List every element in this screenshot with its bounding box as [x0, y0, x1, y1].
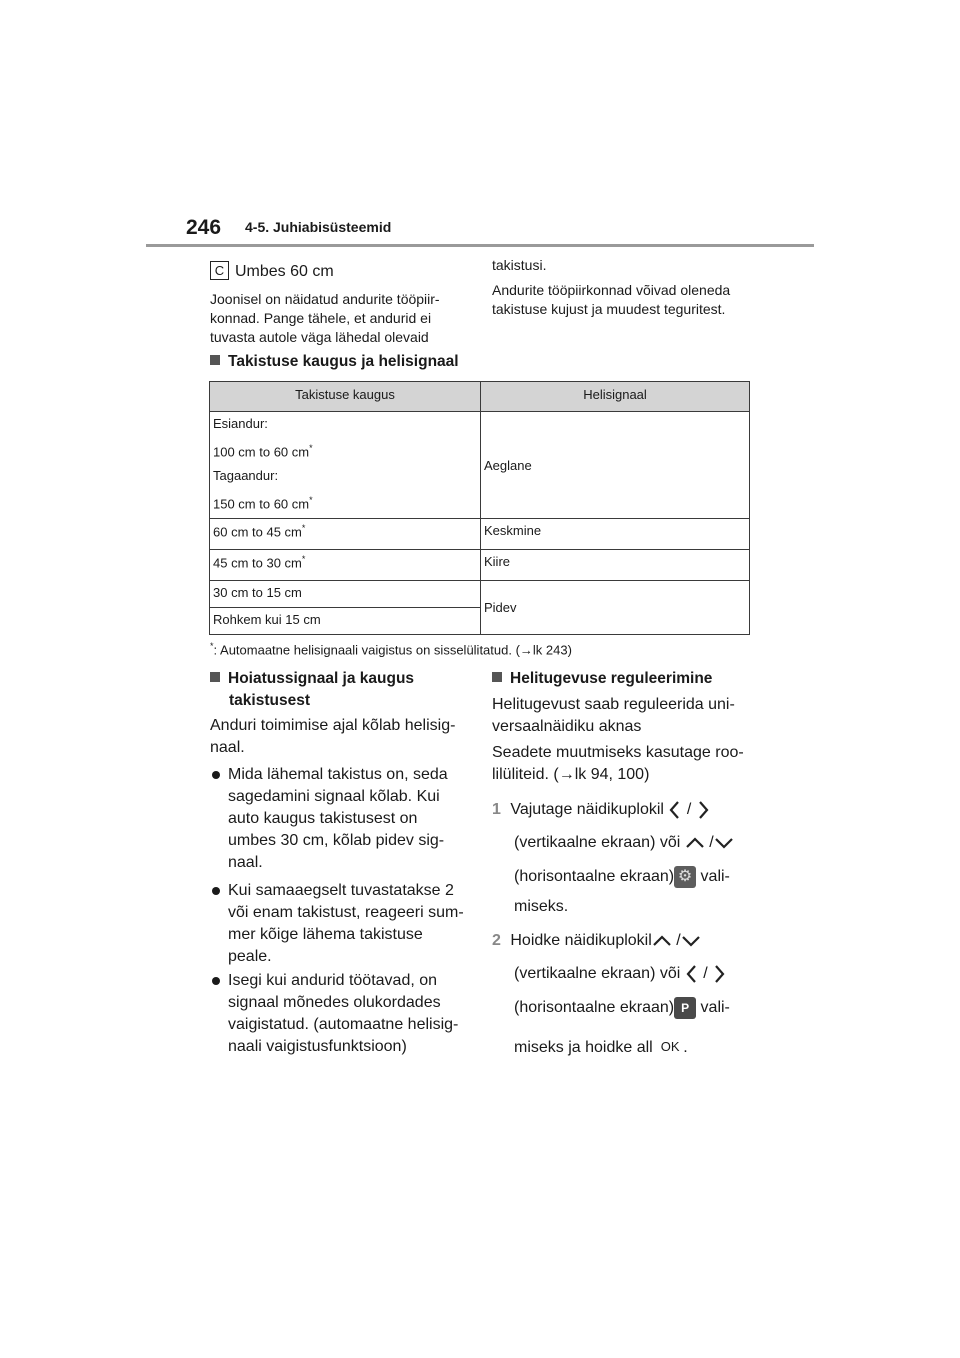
bullet-item: Kui samaaegselt tuvastatakse 2 või enam takistust, reageeri sum- mer kõige lähema takistuse peale. — [228, 882, 464, 965]
square-bullet-icon — [492, 672, 502, 682]
left-note — [210, 290, 440, 347]
note-line: Andurite tööpiirkonnad võivad oleneda — [492, 282, 731, 298]
step-2-line-1: 2 Hoidke näidikuplokil / — [492, 930, 701, 952]
section-title-text: Takistuse kaugus ja helisignaal — [228, 353, 459, 370]
footnote: *: Automaatne helisignaali vaigistus on sisselülitatud. (→lk 243) — [210, 641, 572, 658]
section-title-warning: Hoiatussignaal ja kaugus takistusest — [210, 668, 414, 712]
bullet-dot-icon — [212, 771, 220, 779]
header-rule — [146, 244, 814, 247]
right-note — [492, 256, 730, 319]
volume-para: Seadete muutmiseks kasutage roo- lilüliteid. (→lk 94, 100) — [492, 744, 744, 783]
distance-cell: 60 cm to 45 cm* — [210, 519, 481, 550]
step-1-line-2: (vertikaalne ekraan) või / — [514, 832, 734, 854]
section-title-distance — [210, 351, 459, 373]
chapter-title: 4-5. Juhiabisüsteemid — [245, 219, 392, 235]
note-line: takistuse kujust ja muudest teguritest. — [492, 301, 726, 317]
step-2-line-4: miseks ja hoidke all OK . — [514, 1036, 688, 1059]
chevron-right-icon — [712, 964, 726, 984]
table-row — [210, 519, 750, 550]
distance-cell: Rohkem kui 15 cm — [210, 608, 481, 635]
chevron-up-icon — [652, 934, 672, 948]
warning-intro: Anduri toimimise ajal kõlab helisig- naal. — [210, 717, 456, 756]
chevron-down-icon — [714, 836, 734, 850]
c-box-label: C — [210, 261, 229, 280]
step-1-line-4: miseks. — [514, 898, 569, 915]
step-2-line-3: (horisontaalne ekraan) P vali- — [514, 997, 730, 1019]
chevron-right-icon — [696, 800, 710, 820]
step-1-line-3: (horisontaalne ekraan) ⚙ vali- — [514, 866, 730, 888]
distance-cell — [210, 412, 481, 519]
parking-sensor-icon: P — [674, 997, 696, 1019]
bullet-dot-icon — [212, 887, 220, 895]
table-row — [210, 581, 750, 608]
note-line: takistusi. — [492, 257, 547, 273]
bullet-item: Mida lähemal takistus on, seda sagedamini signaal kõlab. Kui auto kaugus takistusest on umbes 30 cm, kõlab pidev sig- naal. — [228, 766, 448, 871]
chevron-up-icon — [685, 836, 705, 850]
col-header-sound: Helisignaal — [481, 382, 750, 412]
cell-text: 150 cm to 60 cm* — [213, 495, 313, 512]
square-bullet-icon — [210, 355, 220, 365]
chevron-left-icon — [685, 964, 699, 984]
chevron-left-icon — [668, 800, 682, 820]
sound-cell: Keskmine — [481, 519, 750, 550]
page-number: 246 — [186, 216, 222, 239]
volume-para: Helitugevust saab reguleerida uni- versaalnäidiku aknas — [492, 696, 735, 735]
distance-table — [209, 381, 750, 635]
section-title-volume: Helitugevuse reguleerimine — [492, 668, 712, 690]
note-line: Joonisel on näidatud andurite tööpiir- — [210, 291, 440, 307]
sound-cell: Kiire — [481, 550, 750, 581]
note-line: tuvasta autole väga lähedal olevaid — [210, 329, 429, 345]
cell-text: Esiandur: — [213, 416, 268, 431]
table-row — [210, 550, 750, 581]
table-row — [210, 412, 750, 519]
step-2-line-2: (vertikaalne ekraan) või / — [514, 963, 726, 985]
sound-cell: Aeglane — [481, 412, 750, 519]
settings-gear-icon: ⚙ — [674, 866, 696, 888]
distance-cell: 30 cm to 15 cm — [210, 581, 481, 608]
square-bullet-icon — [210, 672, 220, 682]
c-label-line — [210, 261, 334, 281]
bullet-item: Isegi kui andurid töötavad, on signaal mõnedes olukordades vaigistatud. (automaatne helisig- naali vaigistusfunktsioon) — [228, 972, 459, 1055]
chevron-down-icon — [681, 934, 701, 948]
c-text: Umbes 60 cm — [235, 263, 334, 280]
cell-text: Tagaandur: — [213, 468, 279, 484]
sound-cell: Pidev — [481, 581, 750, 635]
distance-cell: 45 cm to 30 cm* — [210, 550, 481, 581]
step-1-line-1: 1 Vajutage näidikuplokil / — [492, 799, 710, 821]
ok-button-icon: OK — [660, 1039, 680, 1054]
note-line: konnad. Pange tähele, et andurid ei — [210, 310, 432, 326]
table-header-row — [210, 382, 750, 412]
bullet-dot-icon — [212, 977, 220, 985]
col-header-distance: Takistuse kaugus — [210, 382, 481, 412]
cell-text: 100 cm to 60 cm* — [213, 443, 313, 460]
